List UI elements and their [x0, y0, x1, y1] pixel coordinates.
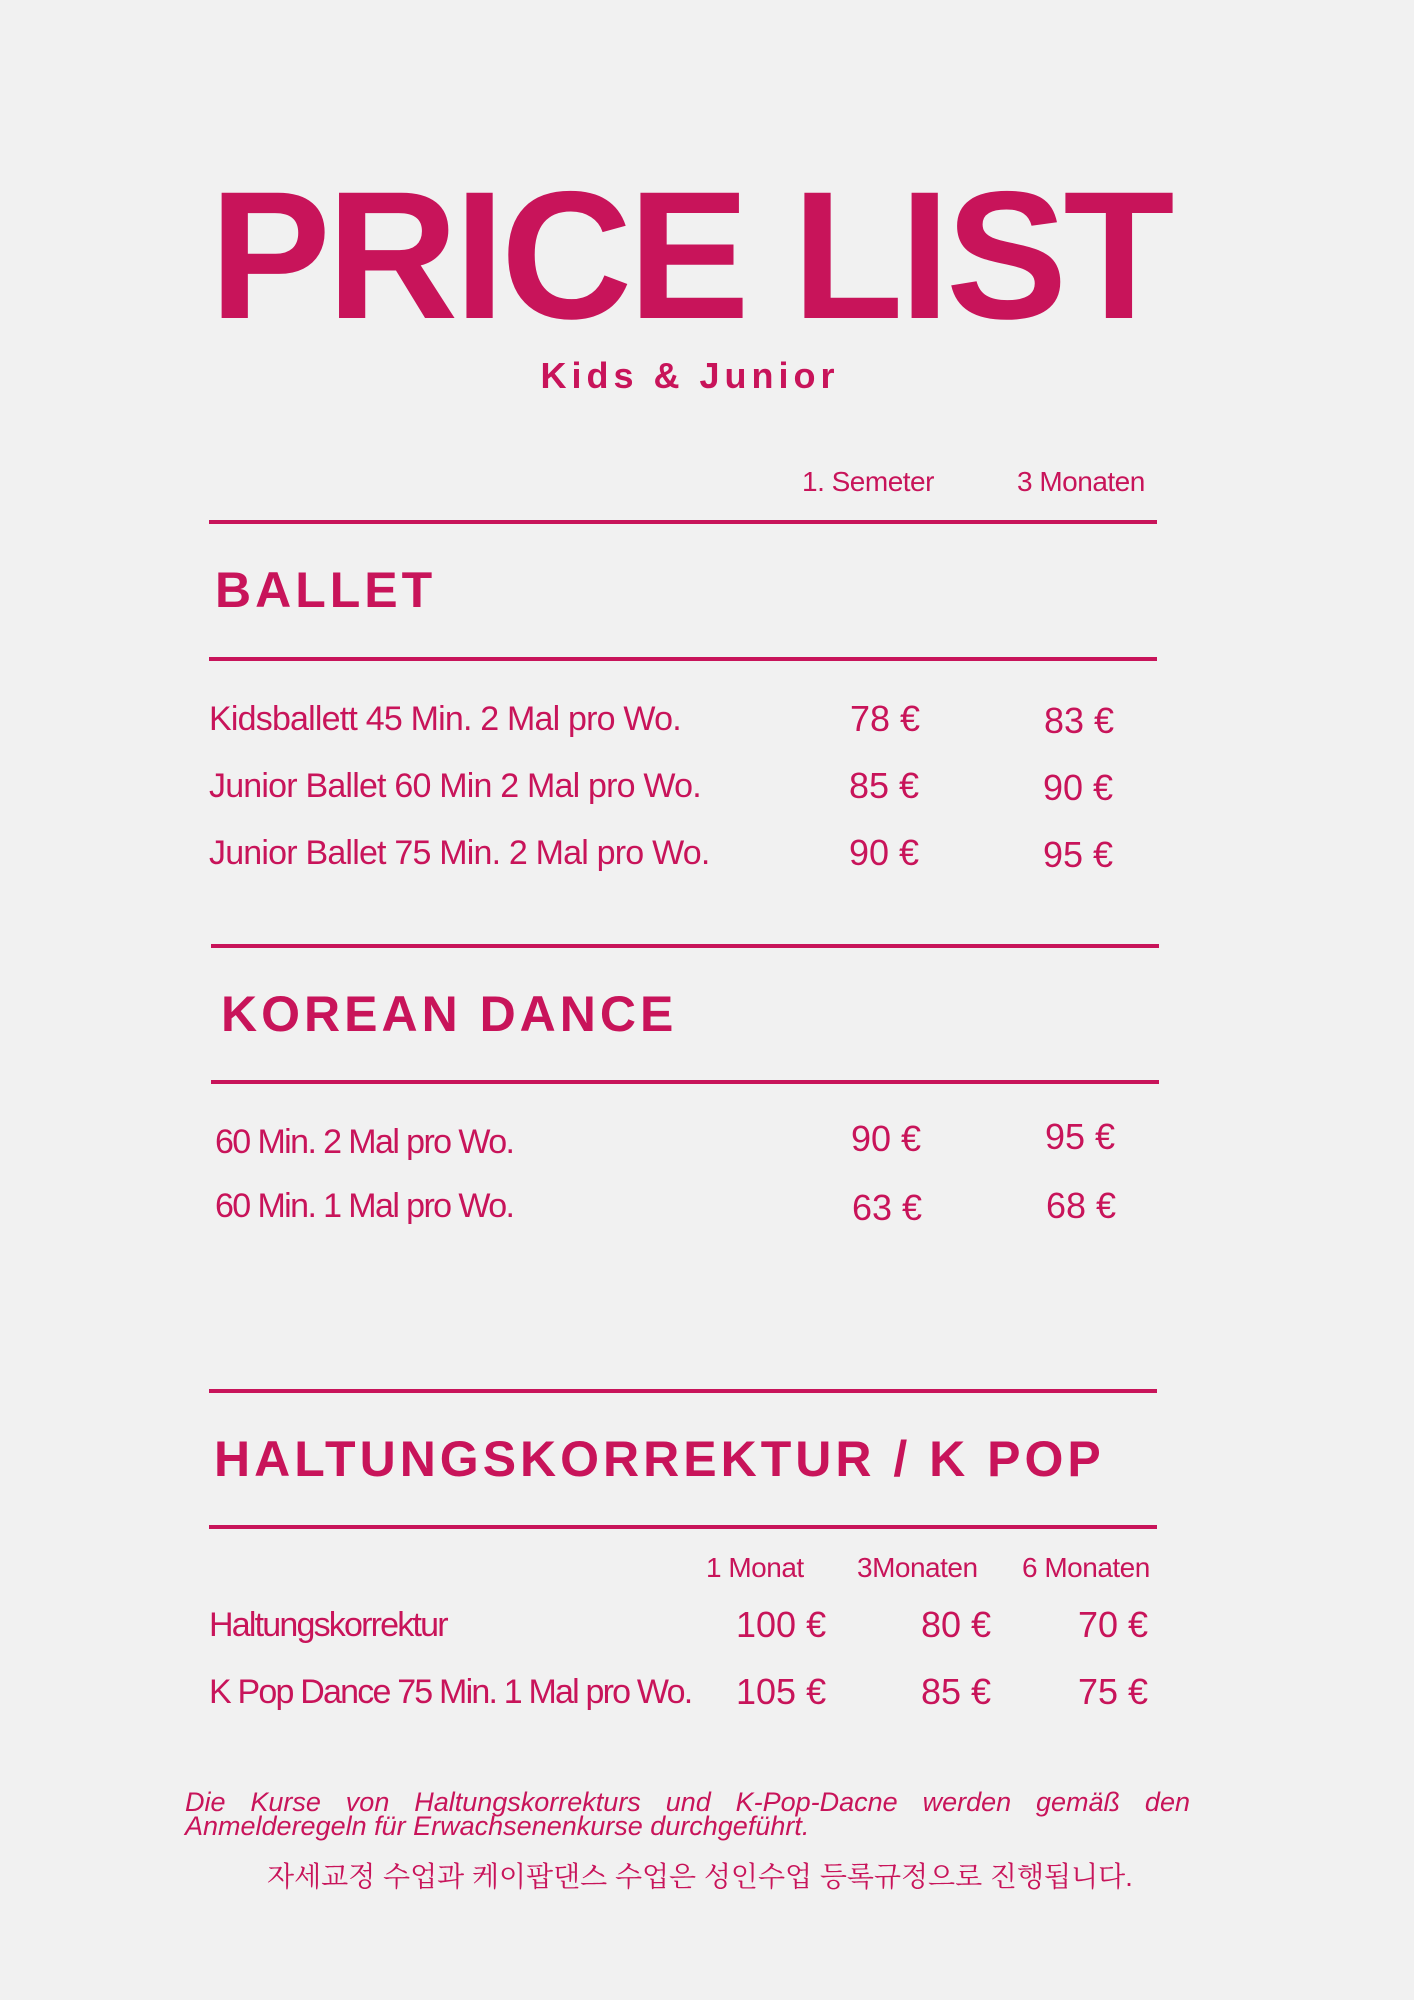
divider [209, 657, 1157, 661]
column-header-three-months: 3 Monaten [1017, 466, 1145, 497]
haltung-kpop-row-price-one-month: 100 € [736, 1604, 827, 1645]
korean-dance-row-label: 60 Min. 1 Mal pro Wo. [215, 1187, 514, 1225]
footnote-german: Die Kurse von Haltungskorrekturs und K-Pop-Dacne werden gemäß den Anmelderegeln für Erwachsenenkurse durchgeführt. [185, 1787, 1190, 1841]
haltung-kpop-row-price-three-months: 85 € [921, 1671, 992, 1712]
divider [209, 1389, 1157, 1393]
korean-dance-row-price-semester: 90 € [851, 1118, 922, 1159]
ballet-row-label: Kidsballett 45 Min. 2 Mal pro Wo. [209, 700, 681, 738]
haltung-kpop-row-price-three-months: 80 € [921, 1604, 992, 1645]
ballet-row-price-semester: 78 € [850, 698, 921, 739]
page-subtitle: Kids & Junior [540, 355, 840, 396]
korean-dance-row-label: 60 Min. 2 Mal pro Wo. [215, 1123, 514, 1161]
divider [209, 1525, 1157, 1529]
ballet-row-price-semester: 90 € [849, 832, 920, 873]
korean-dance-row-price-semester: 63 € [852, 1187, 923, 1228]
ballet-row-label: Junior Ballet 75 Min. 2 Mal pro Wo. [209, 834, 710, 872]
haltung-kpop-row-price-one-month: 105 € [736, 1671, 827, 1712]
ballet-row-label: Junior Ballet 60 Min 2 Mal pro Wo. [209, 767, 701, 805]
ballet-row-price-three-months: 95 € [1043, 834, 1114, 875]
divider [211, 1080, 1159, 1084]
haltung-kpop-row-label: Haltungskorrektur [209, 1606, 447, 1644]
section-heading-korean-dance: KOREAN DANCE [221, 986, 678, 1042]
ballet-row-price-three-months: 90 € [1043, 767, 1114, 808]
ballet-row-price-three-months: 83 € [1044, 700, 1115, 741]
haltung-kpop-row-price-six-months: 75 € [1078, 1671, 1149, 1712]
korean-dance-row-price-three-months: 95 € [1045, 1116, 1116, 1157]
column-header-semester: 1. Semeter [802, 466, 934, 497]
page-title: PRICE LIST [209, 153, 1171, 357]
haltung-kpop-row-label: K Pop Dance 75 Min. 1 Mal pro Wo. [209, 1673, 692, 1711]
section-heading-ballet: BALLET [215, 562, 437, 618]
divider [209, 520, 1157, 524]
ballet-row-price-semester: 85 € [849, 765, 920, 806]
column-header-three-months: 3Monaten [857, 1552, 978, 1583]
footnote-korean: 자세교정 수업과 케이팝댄스 수업은 성인수업 등록규정으로 진행됩니다. [267, 1861, 1133, 1892]
column-header-one-month: 1 Monat [706, 1552, 804, 1583]
divider [211, 944, 1159, 948]
haltung-kpop-row-price-six-months: 70 € [1078, 1604, 1149, 1645]
korean-dance-row-price-three-months: 68 € [1046, 1185, 1117, 1226]
section-heading-haltung-kpop: HALTUNGSKORREKTUR / K POP [214, 1431, 1105, 1487]
column-header-six-months: 6 Monaten [1022, 1552, 1150, 1583]
